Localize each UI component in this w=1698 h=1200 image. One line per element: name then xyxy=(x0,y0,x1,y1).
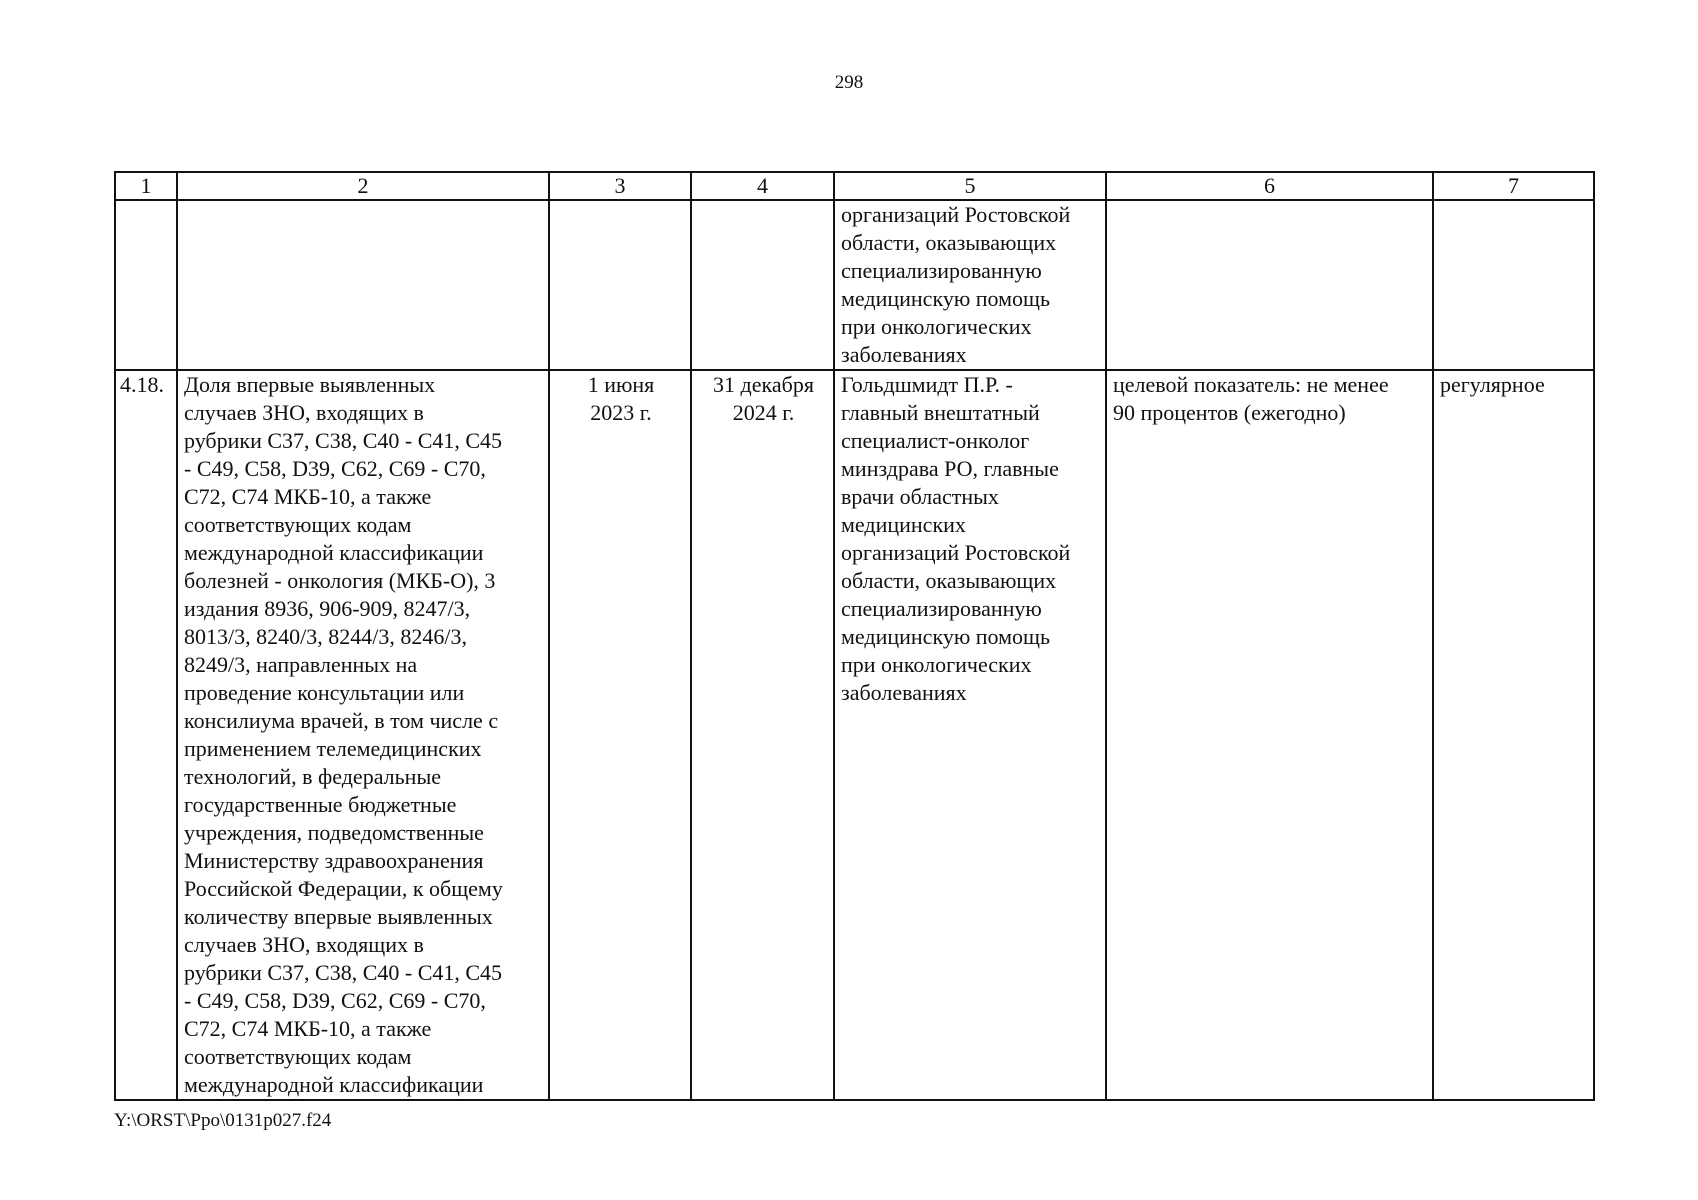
cell-start-date: 1 июня 2023 г. xyxy=(549,370,691,1100)
cell-responsible: организаций Ростовской области, оказывающих специализированную медицинскую помощь при онкологических заболеваниях xyxy=(834,200,1106,370)
cell-indicator: Доля впервые выявленных случаев ЗНО, входящих в рубрики С37, С38, С40 - С41, С45 - С49, С58, D39, С62, С69 - С70, С72, С74 МКБ-10, а также соответствующих кодам международной классификации болезней - онкология (МКБ-О), 3 издания 8936, 906-909, 8247/3, 8013/3, 8240/3, 8244/3, 8246/3, 8249/3, направленных на проведение консультации или консилиума врачей, в том числе с применением телемедицинских технологий, в федеральные государственные бюджетные учреждения, подведомственные Министерству здравоохранения Российской Федерации, к общему количеству впервые выявленных случаев ЗНО, входящих в рубрики С37, С38, С40 - С41, С45 - С49, С58, D39, С62, С69 - С70, С72, С74 МКБ-10, а также соответствующих кодам международной классификации xyxy=(177,370,549,1100)
column-header-7: 7 xyxy=(1433,172,1594,200)
cell-num xyxy=(115,200,177,370)
column-header-5: 5 xyxy=(834,172,1106,200)
cell-start-date xyxy=(549,200,691,370)
page-number: 298 xyxy=(834,72,864,93)
cell-result: целевой показатель: не менее 90 процентов (ежегодно) xyxy=(1106,370,1433,1100)
column-header-6: 6 xyxy=(1106,172,1433,200)
cell-type xyxy=(1433,200,1594,370)
column-header-1: 1 xyxy=(115,172,177,200)
cell-type: регулярное xyxy=(1433,370,1594,1100)
cell-end-date: 31 декабря 2024 г. xyxy=(691,370,834,1100)
cell-result xyxy=(1106,200,1433,370)
cell-indicator xyxy=(177,200,549,370)
cell-end-date xyxy=(691,200,834,370)
plan-table xyxy=(114,171,1595,1101)
table-header-row xyxy=(115,172,1594,200)
table-row-4-18 xyxy=(115,370,1594,1100)
column-header-2: 2 xyxy=(177,172,549,200)
footer-file-path: Y:\ORST\Ppo\0131p027.f24 xyxy=(114,1110,332,1131)
cell-responsible: Гольдшмидт П.Р. - главный внештатный специалист-онколог минздрава РО, главные врачи областных медицинских организаций Ростовской области, оказывающих специализированную медицинскую помощь при онкологических заболеваниях xyxy=(834,370,1106,1100)
column-header-3: 3 xyxy=(549,172,691,200)
table-row-continuation xyxy=(115,200,1594,370)
column-header-4: 4 xyxy=(691,172,834,200)
cell-num: 4.18. xyxy=(115,370,177,1100)
